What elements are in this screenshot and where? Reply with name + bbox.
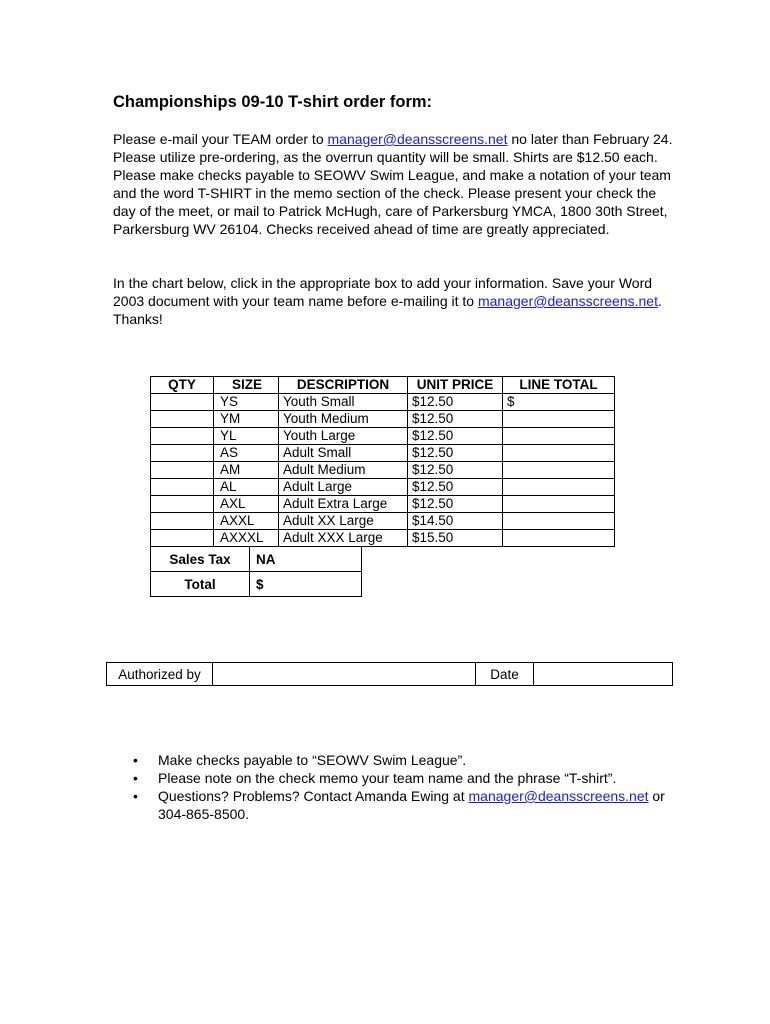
size-cell: AXL — [214, 496, 279, 513]
line-total-cell[interactable] — [503, 445, 615, 462]
note-text: Questions? Problems? Contact Amanda Ewing at — [158, 788, 469, 804]
line-total-cell[interactable] — [503, 462, 615, 479]
total-label: Total — [151, 572, 250, 597]
description-cell: Youth Large — [279, 428, 408, 445]
note-text-end: or 304-865-8500. — [158, 788, 665, 822]
authorization-table — [106, 662, 673, 686]
line-total-cell[interactable] — [503, 530, 615, 547]
unit-price-cell: $12.50 — [408, 479, 503, 496]
unit-price-cell: $12.50 — [408, 428, 503, 445]
size-cell: AXXXL — [214, 530, 279, 547]
instructions-text-end: . Thanks! — [113, 293, 662, 327]
list-item — [113, 751, 693, 769]
description-cell: Adult XXX Large — [279, 530, 408, 547]
unit-price-cell: $15.50 — [408, 530, 503, 547]
size-cell: YS — [214, 394, 279, 411]
qty-cell[interactable] — [151, 513, 214, 530]
size-cell: YM — [214, 411, 279, 428]
size-cell: AXXL — [214, 513, 279, 530]
description-cell: Adult Small — [279, 445, 408, 462]
size-cell: AL — [214, 479, 279, 496]
line-total-cell[interactable] — [503, 513, 615, 530]
unit-price-cell: $12.50 — [408, 496, 503, 513]
header-line-total: LINE TOTAL — [503, 377, 615, 394]
qty-cell[interactable] — [151, 462, 214, 479]
note-text: Please note on the check memo your team name and the phrase “T-shirt”. — [158, 770, 617, 786]
instructions-text-start: In the chart below, click in the appropriate box to add your information. Save your Word 2003 document with your team name before e-mailing it to — [113, 275, 653, 309]
intro-text-end: no later than February 24. Please utilize pre-ordering, as the overrun quantity will be small. Shirts are $12.50 each. Please make checks payable to SEOWV Swim League, and make a notation of your team and the word T-SHIRT in the memo section of the check. Please present your check the day of the meet, or mail to Patrick McHugh, care of Parkersburg YMCA, 1800 30th Street, Parkersburg WV 26104. Checks received ahead of time are greatly appreciated. — [113, 131, 673, 237]
authorized-by-field[interactable] — [213, 663, 476, 686]
date-label: Date — [476, 663, 534, 686]
note-text: Make checks payable to “SEOWV Swim League”. — [158, 752, 467, 768]
qty-cell[interactable] — [151, 394, 214, 411]
line-total-cell[interactable] — [503, 496, 615, 513]
description-cell: Adult Large — [279, 479, 408, 496]
unit-price-cell: $12.50 — [408, 445, 503, 462]
total-value[interactable]: $ — [250, 572, 362, 597]
table-row — [151, 479, 615, 496]
table-row — [151, 445, 615, 462]
list-item — [113, 787, 693, 823]
table-row — [151, 462, 615, 479]
email-link[interactable]: manager@deansscreens.net — [477, 293, 658, 309]
sales-tax-value[interactable]: NA — [250, 547, 362, 572]
email-link[interactable]: manager@deansscreens.net — [468, 788, 649, 804]
total-row — [151, 572, 362, 597]
date-field[interactable] — [534, 663, 673, 686]
line-total-cell[interactable] — [503, 479, 615, 496]
page-title: Championships 09-10 T-shirt order form: — [113, 93, 433, 111]
instructions-paragraph — [113, 274, 673, 328]
unit-price-cell: $12.50 — [408, 394, 503, 411]
header-size: SIZE — [214, 377, 279, 394]
unit-price-cell: $12.50 — [408, 411, 503, 428]
sales-tax-row — [151, 547, 362, 572]
qty-cell[interactable] — [151, 411, 214, 428]
table-row — [151, 411, 615, 428]
qty-cell[interactable] — [151, 479, 214, 496]
table-row — [151, 496, 615, 513]
bullet-icon: • — [133, 752, 138, 768]
qty-cell[interactable] — [151, 530, 214, 547]
email-link[interactable]: manager@deansscreens.net — [327, 131, 508, 147]
description-cell: Adult XX Large — [279, 513, 408, 530]
summary-table — [150, 546, 362, 597]
line-total-cell[interactable] — [503, 411, 615, 428]
size-cell: YL — [214, 428, 279, 445]
unit-price-cell: $14.50 — [408, 513, 503, 530]
list-item — [113, 769, 693, 787]
unit-price-cell: $12.50 — [408, 462, 503, 479]
qty-cell[interactable] — [151, 445, 214, 462]
qty-cell[interactable] — [151, 496, 214, 513]
header-unit-price: UNIT PRICE — [408, 377, 503, 394]
notes-list — [113, 751, 693, 823]
order-table — [150, 376, 615, 547]
description-cell: Adult Medium — [279, 462, 408, 479]
table-row — [151, 530, 615, 547]
size-cell: AM — [214, 462, 279, 479]
table-row — [151, 513, 615, 530]
bullet-icon: • — [133, 770, 138, 786]
line-total-cell[interactable] — [503, 428, 615, 445]
header-qty: QTY — [151, 377, 214, 394]
intro-text-start: Please e-mail your TEAM order to — [113, 131, 328, 147]
description-cell: Youth Small — [279, 394, 408, 411]
size-cell: AS — [214, 445, 279, 462]
qty-cell[interactable] — [151, 428, 214, 445]
order-table-header — [151, 377, 615, 394]
line-total-cell[interactable]: $ — [503, 394, 615, 411]
description-cell: Adult Extra Large — [279, 496, 408, 513]
description-cell: Youth Medium — [279, 411, 408, 428]
table-row — [151, 428, 615, 445]
header-description: DESCRIPTION — [279, 377, 408, 394]
authorization-row — [107, 663, 673, 686]
table-row — [151, 394, 615, 411]
sales-tax-label: Sales Tax — [151, 547, 250, 572]
intro-paragraph — [113, 130, 673, 238]
bullet-icon: • — [133, 788, 138, 804]
authorized-by-label: Authorized by — [107, 663, 213, 686]
